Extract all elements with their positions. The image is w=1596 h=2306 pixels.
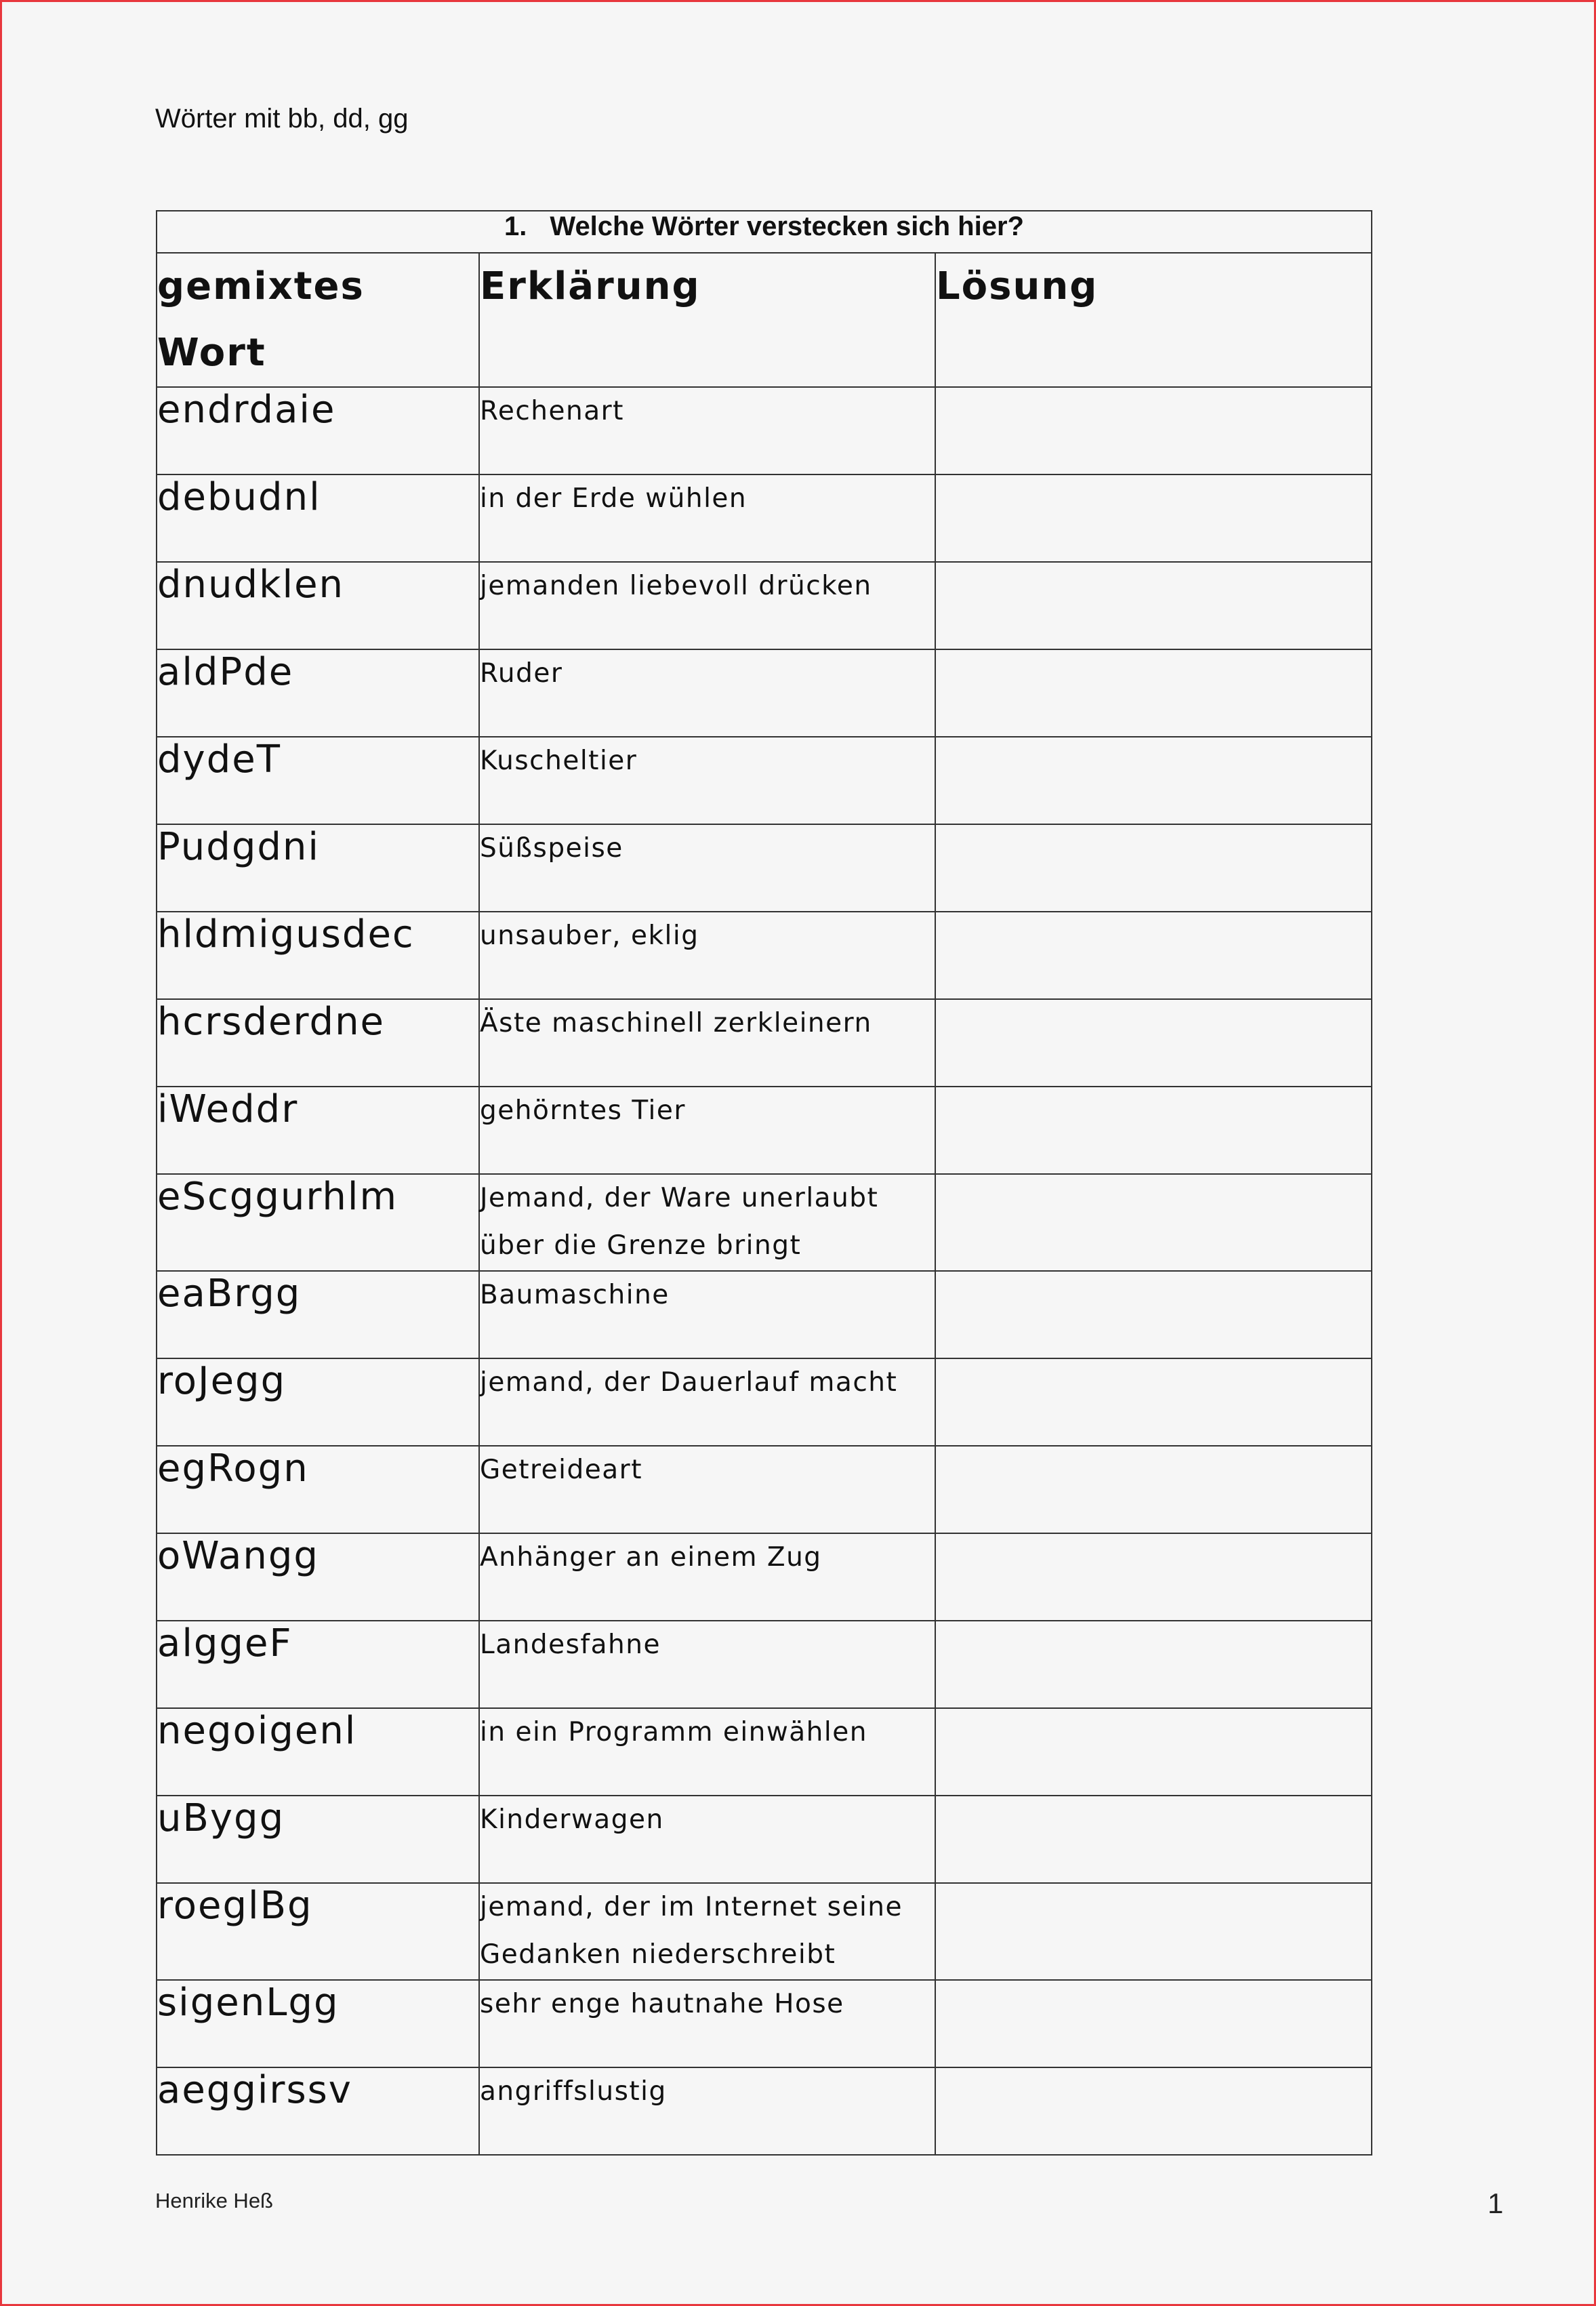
table-row [157, 474, 1372, 562]
mixed-word-cell: endrdaie [157, 387, 479, 474]
explanation-cell: Getreideart [479, 1446, 935, 1533]
table-row [157, 1087, 1372, 1174]
mixed-word-cell: sigenLgg [157, 1980, 479, 2067]
solution-cell[interactable] [935, 1980, 1372, 2067]
table-row [157, 2067, 1372, 2155]
table-row [157, 1708, 1372, 1796]
mixed-word-cell: dnudklen [157, 562, 479, 649]
solution-cell[interactable] [935, 1796, 1372, 1883]
explanation-cell: Baumaschine [479, 1271, 935, 1358]
table-row [157, 1174, 1372, 1271]
worksheet-table [156, 210, 1372, 2156]
solution-cell[interactable] [935, 1621, 1372, 1708]
mixed-word-cell: Pudgdni [157, 824, 479, 912]
table-row [157, 737, 1372, 824]
table-row [157, 1358, 1372, 1446]
mixed-word-cell: aeggirssv [157, 2067, 479, 2155]
table-row [157, 387, 1372, 474]
explanation-cell: angriffslustig [479, 2067, 935, 2155]
solution-cell[interactable] [935, 2067, 1372, 2155]
solution-cell[interactable] [935, 999, 1372, 1087]
solution-cell[interactable] [935, 649, 1372, 737]
explanation-cell: Süßspeise [479, 824, 935, 912]
explanation-cell: jemand, der im Internet seine Gedanken niederschreibt [479, 1883, 935, 1980]
mixed-word-cell: alggeF [157, 1621, 479, 1708]
solution-cell[interactable] [935, 1087, 1372, 1174]
mixed-word-cell: hldmigusdec [157, 912, 479, 999]
explanation-cell: jemanden liebevoll drücken [479, 562, 935, 649]
mixed-word-cell: negoigenl [157, 1708, 479, 1796]
table-row [157, 562, 1372, 649]
explanation-cell: Rechenart [479, 387, 935, 474]
mixed-word-cell: egRogn [157, 1446, 479, 1533]
column-header-solution: Lösung [935, 253, 1372, 387]
explanation-cell: sehr enge hautnahe Hose [479, 1980, 935, 2067]
task-header-row [157, 211, 1372, 253]
table-row [157, 1796, 1372, 1883]
solution-cell[interactable] [935, 1533, 1372, 1621]
table-row [157, 1533, 1372, 1621]
task-text: Welche Wörter verstecken sich hier? [550, 211, 1024, 241]
document-title: Wörter mit bb, dd, gg [155, 104, 409, 134]
mixed-word-cell: eaBrgg [157, 1271, 479, 1358]
mixed-word-cell: roJegg [157, 1358, 479, 1446]
solution-cell[interactable] [935, 562, 1372, 649]
explanation-cell: Ruder [479, 649, 935, 737]
explanation-cell: Äste maschinell zerkleinern [479, 999, 935, 1087]
solution-cell[interactable] [935, 912, 1372, 999]
table-row [157, 1271, 1372, 1358]
mixed-word-cell: hcrsderdne [157, 999, 479, 1087]
mixed-word-cell: uBygg [157, 1796, 479, 1883]
solution-cell[interactable] [935, 824, 1372, 912]
table-body [157, 387, 1372, 2155]
solution-cell[interactable] [935, 387, 1372, 474]
explanation-cell: Anhänger an einem Zug [479, 1533, 935, 1621]
explanation-cell: in der Erde wühlen [479, 474, 935, 562]
solution-cell[interactable] [935, 1708, 1372, 1796]
explanation-cell: jemand, der Dauerlauf macht [479, 1358, 935, 1446]
solution-cell[interactable] [935, 1174, 1372, 1271]
table-row [157, 912, 1372, 999]
explanation-cell: Landesfahne [479, 1621, 935, 1708]
task-heading [157, 211, 1372, 253]
table-row [157, 824, 1372, 912]
mixed-word-cell: aldPde [157, 649, 479, 737]
mixed-word-cell: iWeddr [157, 1087, 479, 1174]
page-number: 1 [1488, 2187, 1504, 2219]
mixed-word-cell: roeglBg [157, 1883, 479, 1980]
mixed-word-cell: eScggurhlm [157, 1174, 479, 1271]
explanation-cell: Jemand, der Ware unerlaubt über die Grenze bringt [479, 1174, 935, 1271]
solution-cell[interactable] [935, 737, 1372, 824]
solution-cell[interactable] [935, 1446, 1372, 1533]
explanation-cell: Kuscheltier [479, 737, 935, 824]
explanation-cell: in ein Programm einwählen [479, 1708, 935, 1796]
footer-author: Henrike Heß [155, 2189, 273, 2212]
table-row [157, 1883, 1372, 1980]
table-row [157, 649, 1372, 737]
solution-cell[interactable] [935, 474, 1372, 562]
explanation-cell: unsauber, eklig [479, 912, 935, 999]
explanation-cell: Kinderwagen [479, 1796, 935, 1883]
mixed-word-cell: oWangg [157, 1533, 479, 1621]
table-row [157, 1621, 1372, 1708]
solution-cell[interactable] [935, 1883, 1372, 1980]
table-row [157, 1980, 1372, 2067]
explanation-cell: gehörntes Tier [479, 1087, 935, 1174]
solution-cell[interactable] [935, 1358, 1372, 1446]
mixed-word-cell: debudnl [157, 474, 479, 562]
table-row [157, 999, 1372, 1087]
column-header-explanation: Erklärung [479, 253, 935, 387]
mixed-word-cell: dydeT [157, 737, 479, 824]
task-number: 1. [504, 211, 527, 241]
column-header-mixed-word: gemixtes Wort [157, 253, 479, 387]
table-row [157, 1446, 1372, 1533]
column-header-row [157, 253, 1372, 387]
solution-cell[interactable] [935, 1271, 1372, 1358]
